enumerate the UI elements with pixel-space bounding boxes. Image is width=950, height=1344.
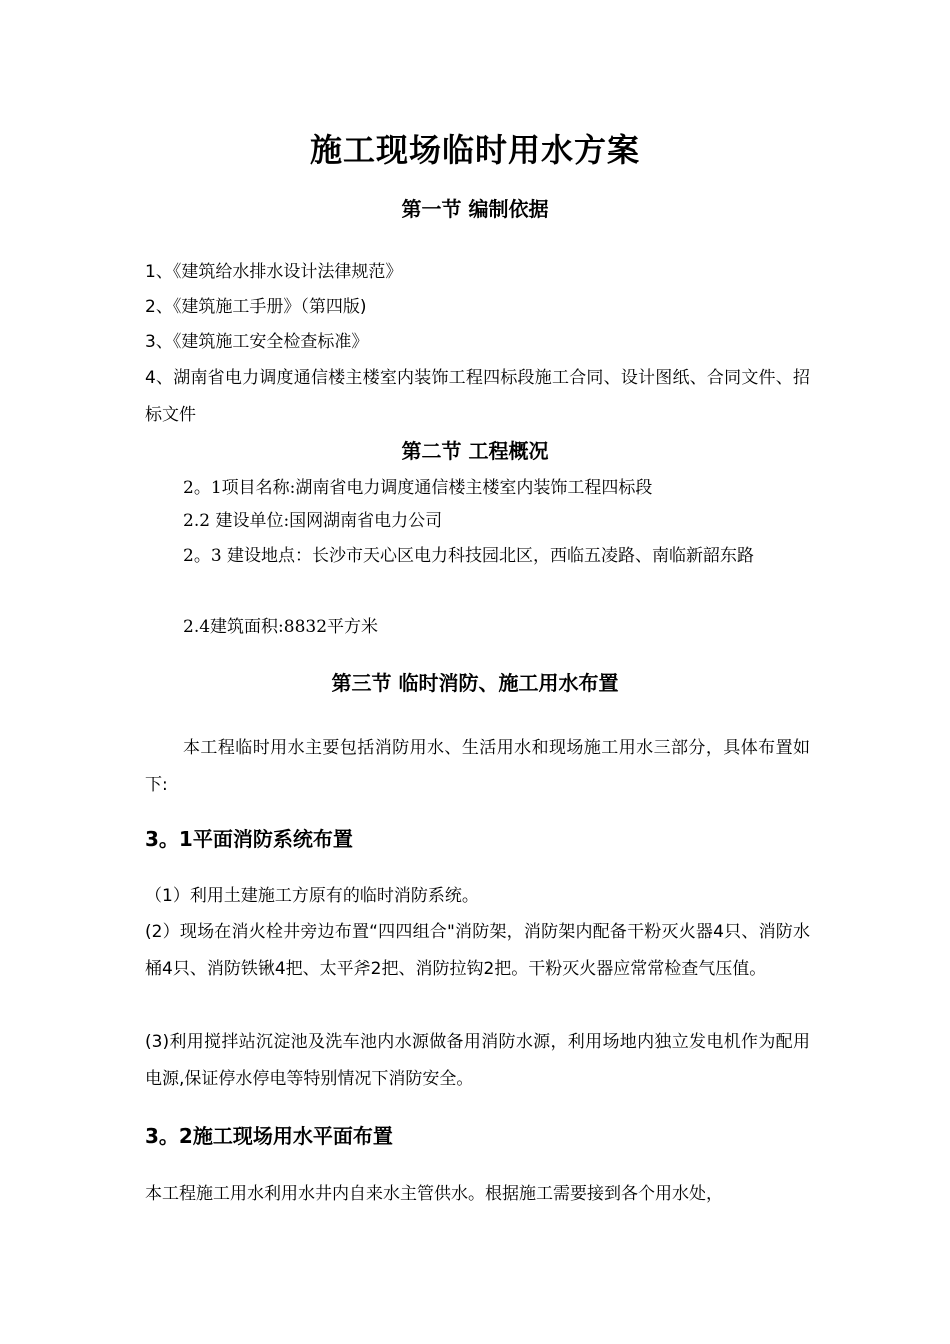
section3-2-text: 本工程施工用水利用水井内自来水主管供水。根据施工需要接到各个用水处， [145,1184,723,1204]
section2-item-2: 2.2 建设单位:国网湖南省电力公司 [183,511,443,531]
section3-2-heading: 3。2施工现场用水平面布置 [145,1124,393,1148]
section3-1-item-3: (3)利用搅拌站沉淀池及洗车池内水源做备用消防水源，利用场地内独立发电机作为配用电源,保证停水停电等特别情况下消防安全。 [145,1032,810,1089]
section3-intro: 本工程临时用水主要包括消防用水、生活用水和现场施工用水三部分，具体布置如下: [145,738,810,795]
section3-heading: 第三节 临时消防、施工用水布置 [331,671,619,695]
section2-item-4: 2.4建筑面积:8832平方米 [183,617,379,637]
section1-heading: 第一节 编制依据 [401,197,549,221]
section1-item-3: 3、《建筑施工安全检查标准》 [145,332,369,352]
section2-item-1: 2。1项目名称:湖南省电力调度通信楼主楼室内装饰工程四标段 [183,478,653,498]
section3-1-heading: 3。1平面消防系统布置 [145,827,353,851]
section3-1-item-2: (2）现场在消火栓井旁边布置“四四组合"消防架，消防架内配备干粉灭火器4只、消防水桶4只、消防铁锹4把、太平斧2把、消防拉钩2把。干粉灭火器应常常检查气压值。 [145,922,810,979]
section1-item-1: 1、《建筑给水排水设计法律规范》 [145,262,403,282]
section2-heading: 第二节 工程概况 [401,439,549,463]
section3-1-item-1: （1）利用土建施工方原有的临时消防系统。 [145,886,479,906]
section1-item-2: 2、《建筑施工手册》（第四版) [145,297,367,317]
document-title: 施工现场临时用水方案 [309,131,640,169]
section1-item-4: 4、湖南省电力调度通信楼主楼室内装饰工程四标段施工合同、设计图纸、合同文件、招标文件 [145,368,810,425]
section2-item-3: 2。3 建设地点：长沙市天心区电力科技园北区，西临五凌路、南临新韶东路 [183,546,755,566]
